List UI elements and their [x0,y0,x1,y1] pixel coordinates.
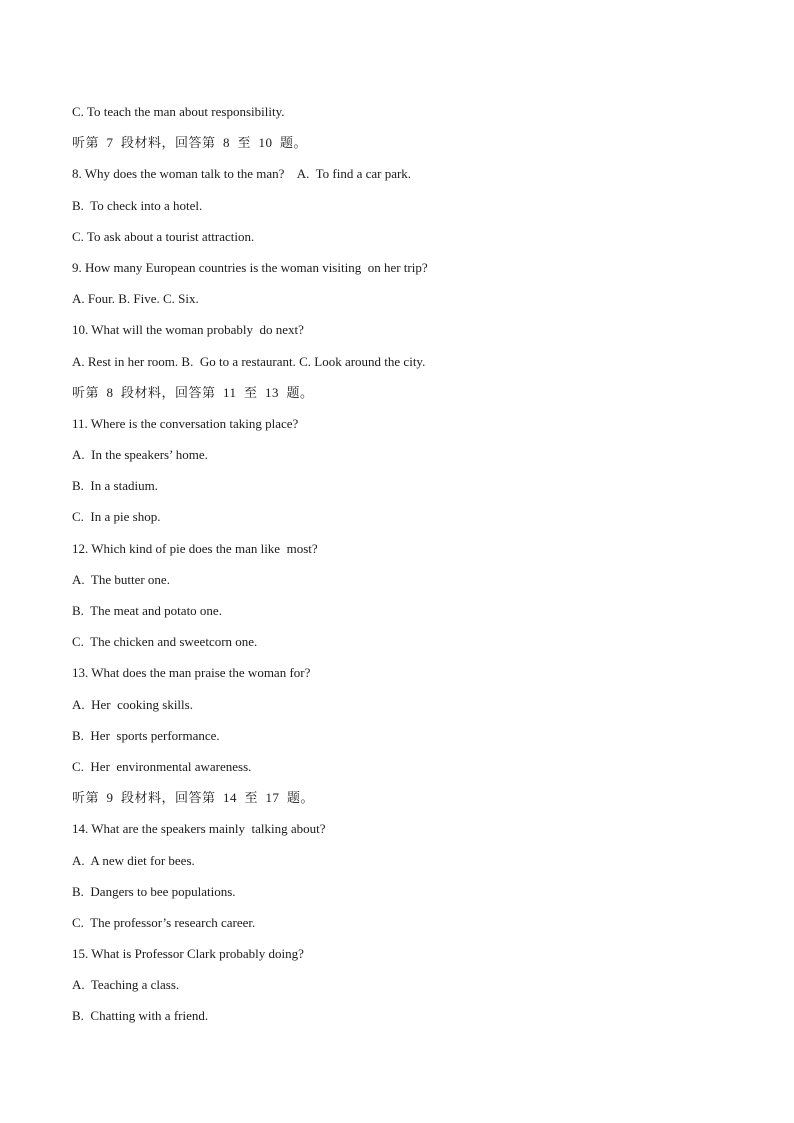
section-heading: 听第 7 段材料，回答第 8 至 10 题。 [72,135,308,151]
answer-option: B. Chatting with a friend. [72,1008,209,1024]
answer-option: B. The meat and potato one. [72,603,222,618]
text-line: C. To teach the man about responsibility. [72,104,285,119]
answer-option: B. To check into a hotel. [72,197,203,213]
question-text: 10. What will the woman probably do next? [72,322,304,338]
question-text: 13. What does the man praise the woman for? [72,665,311,681]
document-body [72,102,752,1038]
answer-option: B. In a stadium. [72,478,158,494]
question-text: 14. What are the speakers mainly talking about? [72,821,326,837]
question-text: 15. What is Professor Clark probably doing? [72,946,304,962]
answer-option: A. In the speakers’ home. [72,447,208,463]
question-text: 11. Where is the conversation taking place? [72,415,299,431]
answer-option: C. In a pie shop. [72,509,161,525]
answer-option: A. The butter one. [72,571,170,587]
answer-option: C. To ask about a tourist attraction. [72,228,255,244]
question-text: 8. Why does the woman talk to the man? A. To find a car park. [72,166,412,182]
answer-option: A. Her cooking skills. [72,696,193,712]
answer-option: B. Her sports performance. [72,727,220,743]
answer-option: A. Teaching a class. [72,977,180,993]
answer-option: C. The professor’s research career. [72,914,256,930]
question-text: 9. How many European countries is the woman visiting on her trip? [72,259,428,275]
answer-option: B. Dangers to bee populations. [72,883,236,899]
answer-option: A. Rest in her room. B. Go to a restaurant. C. Look around the city. [72,353,426,369]
section-heading: 听第 9 段材料，回答第 14 至 17 题。 [72,790,315,806]
answer-option: A. Four. B. Five. C. Six. [72,291,199,307]
section-heading: 听第 8 段材料，回答第 11 至 13 题。 [72,384,314,400]
question-text: 12. Which kind of pie does the man like most? [72,540,318,556]
answer-option: C. Her environmental awareness. [72,758,252,774]
answer-option: C. The chicken and sweetcorn one. [72,634,258,650]
answer-option: A. A new diet for bees. [72,852,195,868]
